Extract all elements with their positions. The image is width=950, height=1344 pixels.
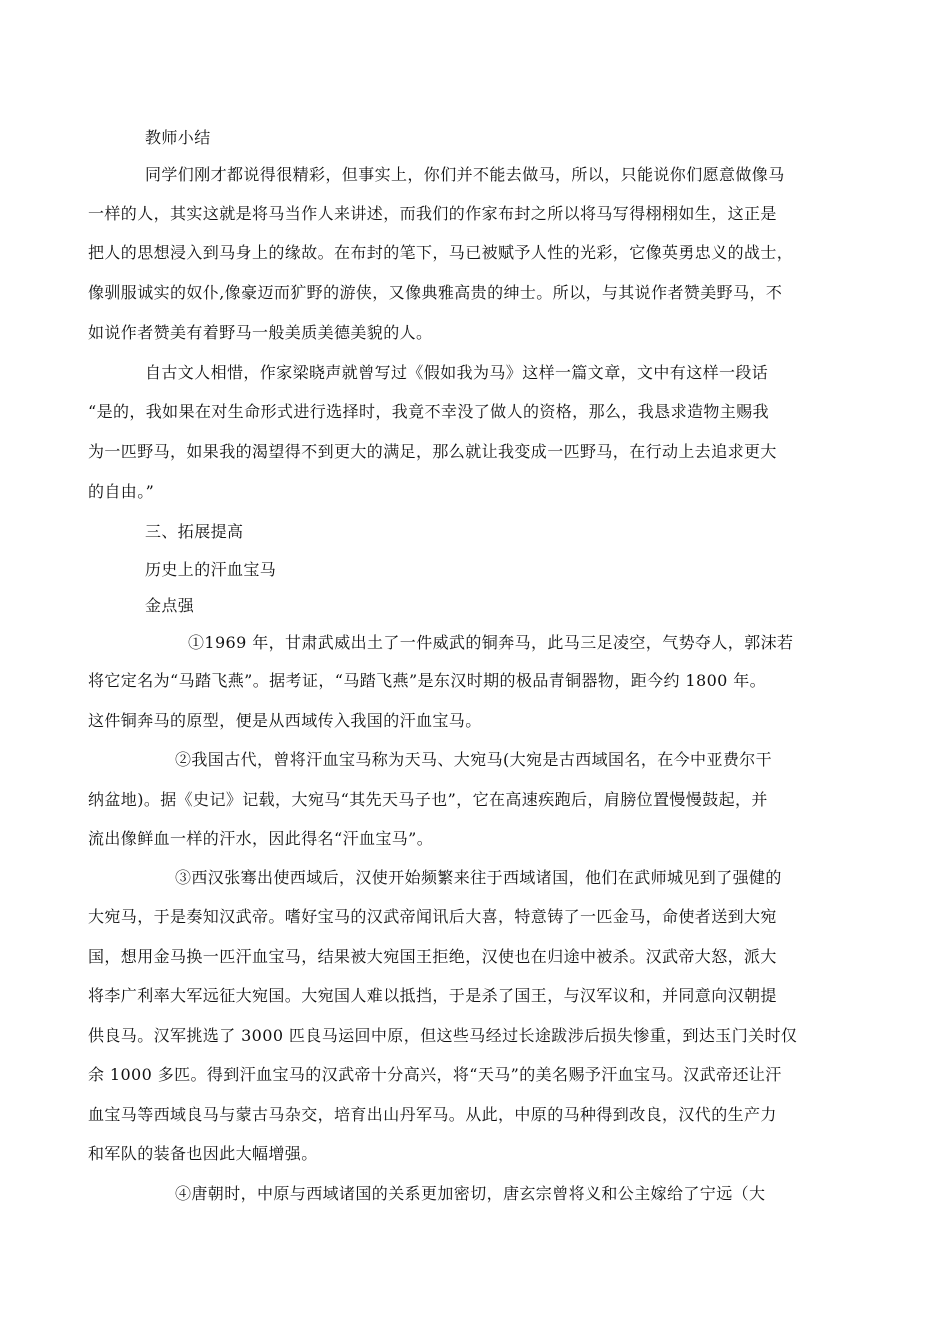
paragraph-line: 大宛马，于是奏知汉武帝。嗜好宝马的汉武帝闻讯后大喜，特意铸了一匹金马，命使者送到大宛 [88, 907, 777, 926]
paragraph-line: 同学们刚才都说得很精彩，但事实上，你们并不能去做马，所以，只能说你们愿意做像马 [145, 165, 785, 184]
quote-line: 的自由。” [88, 482, 155, 501]
paragraph-line: 如说作者赞美有着野马一般美质美德美貌的人。 [88, 323, 433, 342]
paragraph-line: ④唐朝时，中原与西域诸国的关系更加密切，唐玄宗曾将义和公主嫁给了宁远（大 [175, 1184, 766, 1203]
paragraph-line: 一样的人，其实这就是将马当作人来讲述，而我们的作家布封之所以将马写得栩栩如生，这正是 [88, 204, 777, 223]
paragraph-line: ③西汉张骞出使西域后，汉使开始频繁来往于西域诸国，他们在武师城见到了强健的 [175, 868, 782, 887]
paragraph-line: 自古文人相惜，作家梁晓声就曾写过《假如我为马》这样一篇文章，文中有这样一段话 [145, 363, 769, 382]
paragraph-line: 余 1000 多匹。得到汗血宝马的汉武帝十分高兴，将“天马”的美名赐予汗血宝马。汉武帝还让汗 [88, 1065, 782, 1084]
paragraph-line: 这件铜奔马的原型，便是从西域传入我国的汗血宝马。 [88, 711, 482, 730]
section-heading-teacher-summary: 教师小结 [145, 128, 211, 147]
paragraph-line: 国，想用金马换一匹汗血宝马，结果被大宛国王拒绝，汉使也在归途中被杀。汉武帝大怒，派大 [88, 947, 777, 966]
paragraph-line: 供良马。汉军挑选了 3000 匹良马运回中原，但这些马经过长途跋涉后损失惨重，到达玉门关时仅 [88, 1026, 798, 1045]
paragraph-line: 将它定名为“马踏飞燕”。据考证，“马踏飞燕”是东汉时期的极品青铜器物，距今约 1800 年。 [88, 671, 767, 690]
article-author: 金点强 [145, 596, 195, 615]
section-heading-extension: 三、拓展提高 [145, 522, 244, 541]
paragraph-line: 血宝马等西域良马与蒙古马杂交，培育出山丹军马。从此，中原的马种得到改良，汉代的生产力 [88, 1105, 777, 1124]
paragraph-line: 纳盆地)。据《史记》记载，大宛马“其先天马子也”，它在高速疾跑后，肩膀位置慢慢鼓起，并 [88, 790, 768, 809]
article-title: 历史上的汗血宝马 [145, 560, 277, 579]
paragraph-line: 流出像鲜血一样的汗水，因此得名“汗血宝马”。 [88, 829, 434, 848]
quote-line: 为一匹野马，如果我的渴望得不到更大的满足，那么就让我变成一匹野马，在行动上去追求更大 [88, 442, 777, 461]
paragraph-line: 把人的思想浸入到马身上的缘故。在布封的笔下，马已被赋予人性的光彩，它像英勇忠义的战士， [88, 243, 794, 262]
paragraph-line: ②我国古代，曾将汗血宝马称为天马、大宛马(大宛是古西域国名，在今中亚费尔干 [175, 750, 773, 769]
paragraph-line: 像驯服诚实的奴仆,像豪迈而犷野的游侠，又像典雅高贵的绅士。所以，与其说作者赞美野马，不 [88, 283, 783, 302]
quote-line: “是的，我如果在对生命形式进行选择时，我竟不幸没了做人的资格，那么，我恳求造物主赐我 [88, 402, 769, 421]
paragraph-line: 将李广利率大军远征大宛国。大宛国人难以抵挡，于是杀了国王，与汉军议和，并同意向汉朝提 [88, 986, 777, 1005]
paragraph-line: ①1969 年，甘肃武威出土了一件威武的铜奔马，此马三足凌空，气势夺人，郭沫若 [188, 633, 794, 652]
paragraph-line: 和军队的装备也因此大幅增强。 [88, 1144, 318, 1163]
